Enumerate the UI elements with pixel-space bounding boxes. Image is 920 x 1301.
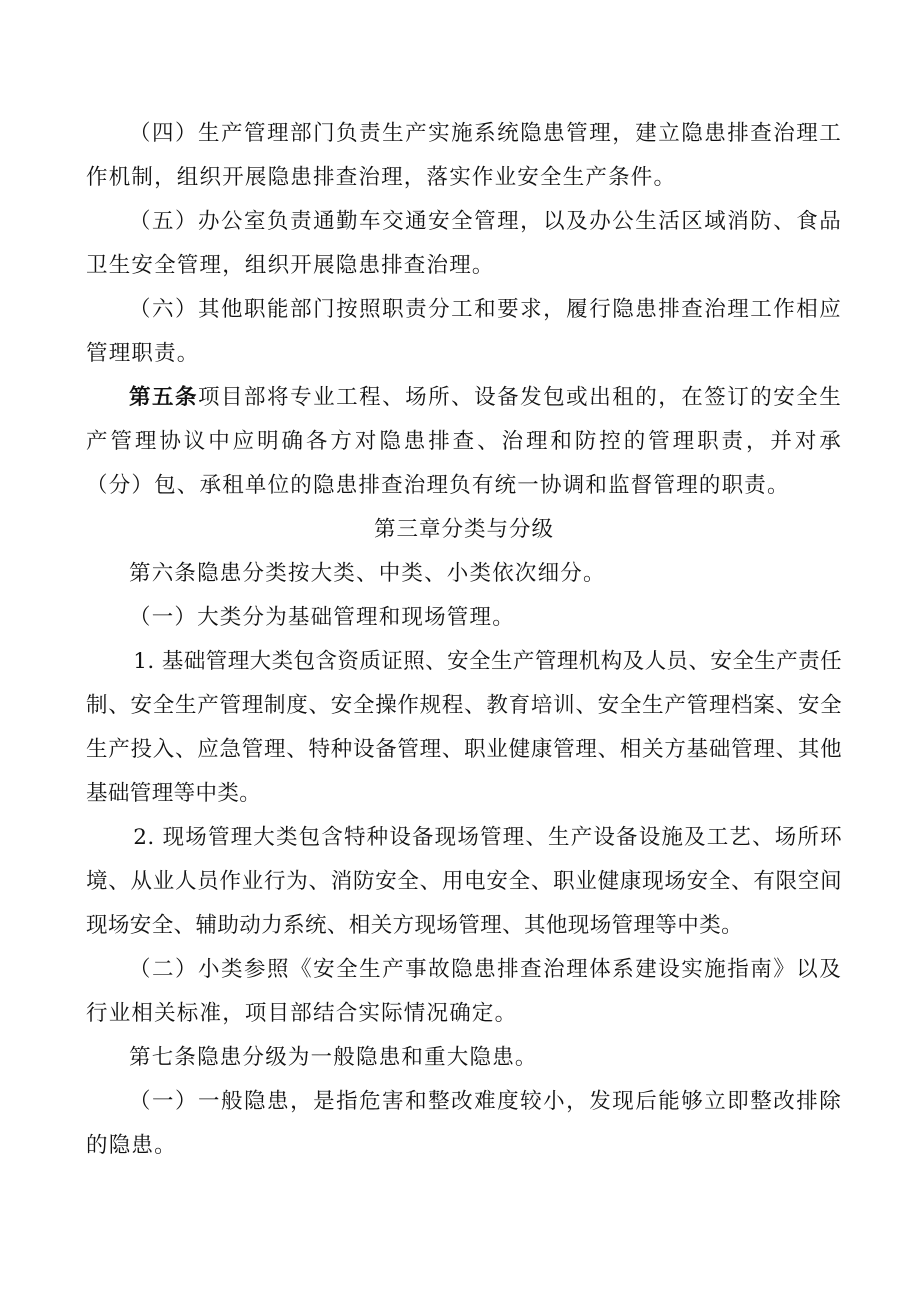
article-5 <box>86 376 842 508</box>
document-body <box>86 112 842 1168</box>
article-6: 第六条隐患分类按大类、中类、小类依次细分。 <box>129 561 606 586</box>
paragraph-item-4: （四）生产管理部门负责生产实施系统隐患管理，建立隐患排查治理工作机制，组织开展隐患排查治理，落实作业安全生产条件。 <box>86 121 842 190</box>
article-6-subitem-1: 1. 基础管理大类包含资质证照、安全生产管理机构及人员、安全生产责任制、安全生产管理制度、安全操作规程、教育培训、安全生产管理档案、安全生产投入、应急管理、特种设备管理、职业健康管理、相关方基础管理、其他基础管理等中类。 <box>86 649 842 806</box>
article-7: 第七条隐患分级为一般隐患和重大隐患。 <box>129 1045 538 1070</box>
chapter-3-heading: 第三章分类与分级 <box>373 517 554 542</box>
article-6-item-2: （二）小类参照《安全生产事故隐患排查治理体系建设实施指南》以及行业相关标准，项目部结合实际情况确定。 <box>86 957 842 1026</box>
article-5-body: 项目部将专业工程、场所、设备发包或出租的，在签订的安全生产管理协议中应明确各方对隐患排查、治理和防控的管理职责，并对承（分）包、承租单位的隐患排查治理负有统一协调和监督管理的职责。 <box>86 385 842 498</box>
paragraph-item-6: （六）其他职能部门按照职责分工和要求，履行隐患排查治理工作相应管理职责。 <box>86 297 842 366</box>
article-5-title: 第五条 <box>129 385 199 410</box>
article-6-subitem-2: 2. 现场管理大类包含特种设备现场管理、生产设备设施及工艺、场所环境、从业人员作业行为、消防安全、用电安全、职业健康现场安全、有限空间现场安全、辅助动力系统、相关方现场管理、其他现场管理等中类。 <box>86 825 842 938</box>
paragraph-item-5: （五）办公室负责通勤车交通安全管理，以及办公生活区域消防、食品卫生安全管理，组织开展隐患排查治理。 <box>86 209 842 278</box>
article-6-item-1: （一）大类分为基础管理和现场管理。 <box>129 605 515 630</box>
article-7-item-1: （一）一般隐患，是指危害和整改难度较小，发现后能够立即整改排除的隐患。 <box>86 1089 842 1158</box>
